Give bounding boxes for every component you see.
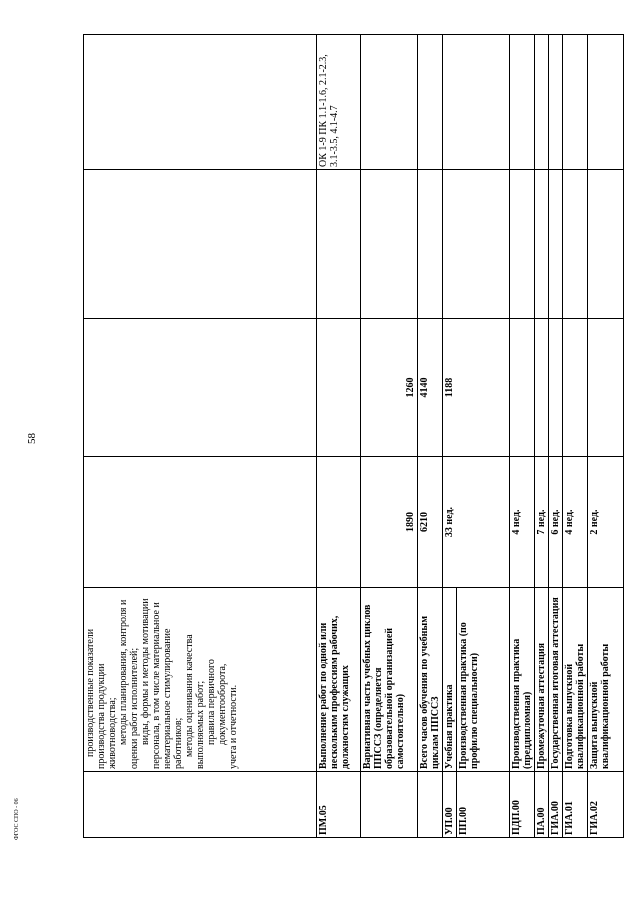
max-hours-cell [84,457,317,588]
competence-cell [549,35,563,170]
code-cell: ГИА.02 [588,772,624,838]
competence-cell [535,35,549,170]
page-number: 58 [26,433,38,444]
name-cell: Промежуточная аттестация [535,588,549,772]
competence-cell [418,35,443,170]
max-hours-cell: 1890 [361,457,418,588]
table-row [418,35,443,838]
max-hours-cell: 6 нед. [549,457,563,588]
obligatory-hours-cell [588,319,624,457]
table-row [549,35,563,838]
content-line: производственные показатели [85,628,96,757]
code-cell [418,772,443,838]
competence-cell [510,35,535,170]
table-row [588,35,624,838]
competence-cell [84,35,317,170]
obligatory-hours-cell [510,319,535,457]
content-line: виды, формы и методы мотивации [140,598,151,745]
discipline-cell [84,170,317,319]
content-line: производства продукции животноводства; [96,663,118,769]
code-cell: ПП.00 [457,772,510,838]
code-cell: ПМ.05 [317,772,361,838]
content-line: персонала, в том числе материальное и [151,602,162,769]
content-line: нематериальное стимулирование работников; [162,628,184,769]
max-hours-cell: 4 нед. [510,457,535,588]
discipline-cell [317,170,361,319]
obligatory-hours-cell [563,319,588,457]
discipline-cell [443,170,510,319]
competence-cell [588,35,624,170]
code-cell [361,772,418,838]
curriculum-table [83,34,624,838]
discipline-cell [588,170,624,319]
discipline-cell [535,170,549,319]
name-cell: Учебная практика [443,588,457,772]
max-hours-cell: 4 нед. [563,457,588,588]
obligatory-hours-cell: 4140 [418,319,443,457]
code-cell [84,772,317,838]
content-line: правила первичного документооборота, [206,659,228,745]
content-line: методы планирования, контроля и [118,599,129,745]
table-row [443,35,457,838]
table-row [84,35,317,838]
table-row [317,35,361,838]
content-line: оценки работ исполнителей; [129,647,140,769]
content-cell [84,588,317,772]
obligatory-hours-cell: 1260 [361,319,418,457]
max-hours-cell: 2 нед. [588,457,624,588]
competence-cell [563,35,588,170]
content-line: выполняемых работ; [195,680,206,769]
max-hours-cell [317,457,361,588]
name-cell: Подготовка выпускной квалификационной работы [563,588,588,772]
name-cell: Защита выпускной квалификационной работы [588,588,624,772]
discipline-cell [549,170,563,319]
discipline-cell [418,170,443,319]
obligatory-hours-cell [535,319,549,457]
code-cell: ГИА.01 [563,772,588,838]
table-row [563,35,588,838]
table-row [510,35,535,838]
name-cell: Всего часов обучения по учебным циклам ППССЗ [418,588,443,772]
obligatory-hours-cell [549,319,563,457]
max-hours-cell: 33 нед. [443,457,510,588]
code-cell: ПА.00 [535,772,549,838]
content-line: методы оценивания качества [184,634,195,757]
discipline-cell [510,170,535,319]
obligatory-hours-cell [84,319,317,457]
code-cell: УП.00 [443,772,457,838]
name-cell: Государственная итоговая аттестация [549,588,563,772]
code-cell: ПДП.00 [510,772,535,838]
obligatory-hours-cell [317,319,361,457]
competence-cell [443,35,510,170]
competence-cell: ОК 1-9 ПК 1.1-1.6, 2.1-2.3, 3.1-3.5, 4.1-4.7 [317,35,361,170]
name-cell: Вариативная часть учебных циклов ППССЗ (определяется образовательной организацией самостоятельно) [361,588,418,772]
obligatory-hours-cell: 1188 [443,319,510,457]
name-cell: Производственная практика (преддипломная) [510,588,535,772]
max-hours-cell: 7 нед. [535,457,549,588]
table-row [535,35,549,838]
name-cell: Выполнение работ по одной или нескольким профессиям рабочих, должностям служащих [317,588,361,772]
code-cell: ГИА.00 [549,772,563,838]
table-row [361,35,418,838]
name-cell: Производственная практика (по профилю специальности) [457,588,510,772]
footer-code: ФГОС СПО - 06 [14,798,20,840]
competence-cell [361,35,418,170]
discipline-cell [361,170,418,319]
content-line: учета и отчетности. [228,684,239,769]
max-hours-cell: 6210 [418,457,443,588]
discipline-cell [563,170,588,319]
rotated-table-container [83,35,615,838]
